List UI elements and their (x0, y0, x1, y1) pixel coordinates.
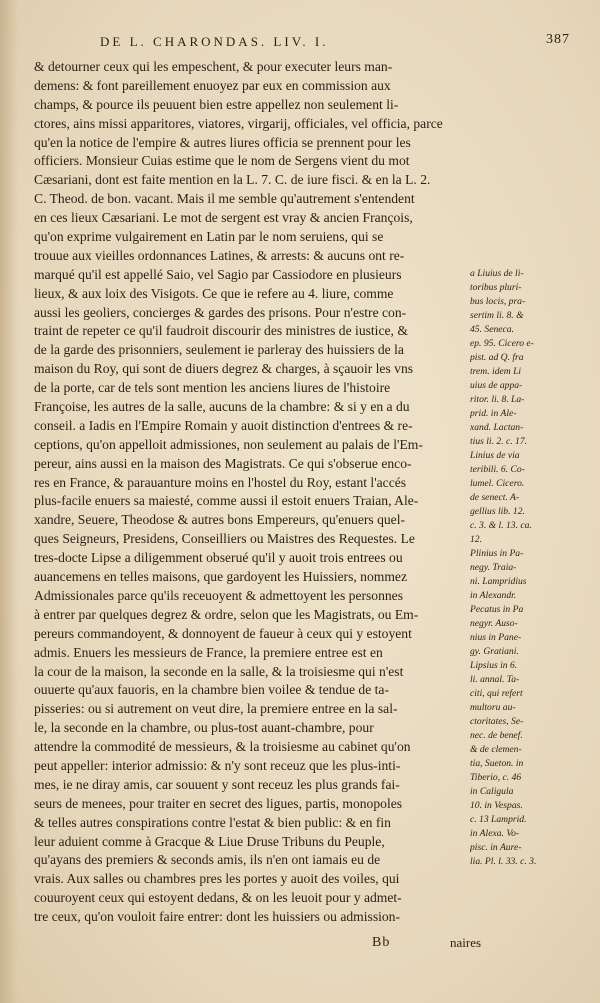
text-line: à entrer par quelques degrez & ordre, selon que les Magistrats, ou Em- (34, 606, 419, 622)
text-line: ctores, ains missi apparitores, viatores, virgarij, officiales, vel officia, parce (34, 115, 443, 131)
margin-note-line: in Caligula (470, 786, 514, 797)
text-line: xandre, Seuere, Theodose & autres bons Empereurs, qu'enuers quel- (34, 512, 406, 528)
text-line: leur aduient comme à Gracque & Liue Druse Tribuns du Peuple, (34, 833, 385, 849)
margin-note-line: negyr. Auso- (470, 618, 518, 629)
text-line: traint de repeter ce qu'il faudroit discourir des ministres de iustice, & (34, 323, 408, 339)
text-line: Admissionales parce qu'ils receuoyent & admettoyent les personnes (34, 587, 404, 603)
text-line: admis. Enuers les messieurs de France, la premiere entree est en (34, 644, 383, 660)
margin-note-line: lumel. Cicero. (470, 478, 525, 489)
margin-note-line: Tiberio, c. 46 (470, 772, 522, 783)
margin-note-line: teribili. 6. Co- (470, 464, 525, 475)
text-line: tre ceux, qu'on vouloit faire entrer: dont les huissiers ou admission- (34, 909, 401, 925)
margin-note-line: nec. de benef. (470, 730, 523, 741)
text-line: marqué qu'il est appellé Saio, vel Sagio par Cassiodore en plusieurs (34, 266, 402, 282)
page-number: 387 (546, 32, 570, 47)
text-line: qu'on exprime vulgairement en Latin par le nom seruiens, qui se (34, 229, 384, 245)
margin-note-line: 10. in Vespas. (470, 800, 523, 811)
margin-note-line: trem. idem Li (470, 366, 522, 377)
text-line: auancemens en telles maisons, que gardoyent les Huissiers, nommez (34, 569, 407, 585)
text-line: res en France, & parauanture moins en l'hostel du Roy, estant l'accés (34, 474, 407, 490)
text-line: champs, & pource ils peuuent bien estre appellez non seulement li- (34, 96, 399, 112)
text-line: mes, ie ne diray amis, car souuent y sont receuz les plus grands fai- (34, 776, 400, 792)
text-line: en ces lieux Cæsariani. Le mot de sergent est vray & ancien François, (34, 210, 413, 226)
page-header (60, 34, 570, 54)
catchword: naires (450, 935, 482, 950)
margin-note-line: bus locis, pra- (470, 296, 526, 307)
text-line: pisseries: ou si autrement on veut dire, la premiere entree en la sal- (34, 701, 398, 717)
margin-note-line: sertim li. 8. & (470, 310, 524, 321)
margin-note-line: lia. Pl. l. 33. c. 3. (470, 856, 537, 867)
margin-note-line: de senect. A- (470, 492, 520, 503)
margin-note-line: ritor. li. 8. La- (470, 394, 525, 405)
text-line: ceptions, qu'on appelloit admissiones, non seulement au palais de l'Em- (34, 436, 423, 452)
signature-mark: Bb (372, 935, 391, 950)
text-line: seurs de menees, pour traiter en secret des ligues, partis, monopoles (34, 795, 403, 811)
margin-note-line: uius de appa- (470, 380, 523, 391)
margin-note-line: a Liuius de li- (470, 268, 524, 279)
text-line: qu'en la notice de l'empire & autres liures officia se prennent pour les (34, 134, 411, 150)
text-line: Françoise, les autres de la salle, aucuns de la chambre: & si y en a du (34, 399, 410, 415)
text-line: attendre la commodité de messieurs, & la troisiesme au cabinet qu'on (34, 739, 411, 755)
margin-note-line: c. 13 Lamprid. (470, 814, 527, 825)
margin-note-line: gellius lib. 12. (470, 506, 525, 517)
text-line: pereurs commandoyent, & donnoyent de faueur à ceux qui y estoyent (34, 625, 412, 641)
text-line: & detourner ceux qui les empeschent, & pour executer leurs man- (34, 59, 393, 74)
margin-note-line: xand. Lactan- (470, 422, 524, 433)
gutter-shadow (0, 0, 18, 1003)
text-line: conseil. a Iadis en l'Empire Romain y auoit distinction d'entrees & re- (34, 417, 413, 433)
margin-note-line: in Alexandr. (470, 590, 517, 601)
text-line: aussi les geoliers, concierges & gardes des prisons. Pour n'estre con- (34, 304, 407, 320)
main-text-column (34, 58, 464, 927)
text-line: pereur, ains aussi en la maison des Magistrats. Ce qui s'obserue enco- (34, 455, 412, 471)
margin-note-line: multoru au- (470, 702, 516, 713)
margin-note-line: & de clemen- (470, 744, 522, 755)
margin-note-line: ep. 95. Cicero e- (470, 338, 534, 349)
margin-note-line: Plinius in Pa- (470, 548, 524, 559)
margin-note-line: in Alexa. Vo- (470, 828, 520, 839)
margin-note-line: 45. Seneca. (470, 324, 514, 335)
margin-note-line: gy. Gratiani. (470, 646, 519, 657)
margin-note-line: prid. in Ale- (470, 408, 517, 419)
text-line: de la porte, car de tels sont mention les anciens liures de l'histoire (34, 380, 391, 396)
text-line: C. Theod. de bon. vacant. Mais il me semble qu'autrement s'entendent (34, 191, 415, 207)
margin-note-line: pisc. in Aure- (470, 842, 522, 853)
text-line: officiers. Monsieur Cuias estime que le nom de Sergens vient du mot (34, 153, 410, 169)
margin-note-line: negy. Traia- (470, 562, 517, 573)
text-line: maison du Roy, qui sont de diuers degrez & charges, à sçauoir les vns (34, 361, 414, 377)
text-line: demens: & font pareillement enuoyez par eux en commission aux (34, 77, 391, 93)
margin-note-line: nius in Pane- (470, 632, 522, 643)
text-line: peut appeller: interior admissio: & n'y sont receuz que les plus-inti- (34, 757, 401, 773)
text-line: trouue aux vieilles ordonnances Latines, & arrests: & aucuns ont re- (34, 247, 405, 263)
text-line: plus-facile enuers sa maiesté, comme aussi il estoit enuers Traian, Ale- (34, 493, 419, 509)
margin-note-line: Linius de via (470, 450, 520, 461)
margin-note-line: citi, qui refert (470, 688, 523, 699)
text-line: de la garde des prisonniers, seulement ie parleray des huissiers de la (34, 342, 404, 358)
margin-note-line: 12. (470, 534, 482, 545)
running-head: DE L. CHARONDAS. LIV. I. (100, 34, 329, 49)
margin-note-line: pist. ad Q. fra (470, 352, 524, 363)
text-line: Cæsariani, dont est faite mention en la L. 7. C. de iure fisci. & en la L. 2. (34, 172, 431, 188)
text-line: lieux, & aux loix des Visigots. Ce que ie refere au 4. liure, comme (34, 285, 394, 301)
text-line: vrais. Aux salles ou chambres pres les portes y auoit des voiles, qui (34, 871, 400, 887)
text-line: ouuerte qu'aux fauoris, en la chambre bien voilee & tendue de ta- (34, 682, 389, 698)
text-line: le, la seconde en la chambre, ou plus-tost auant-chambre, pour (34, 720, 374, 736)
margin-note-line: Lipsius in 6. (470, 660, 518, 671)
text-line: couuroyent ceux qui estoyent dedans, & on les leuoit pour y admet- (34, 890, 402, 906)
margin-note-line: tius li. 2. c. 17. (470, 436, 528, 447)
text-line: la cour de la maison, la seconde en la salle, & la troisiesme qui n'est (34, 663, 404, 679)
margin-note-line: c. 3. & l. 13. ca. (470, 520, 532, 531)
margin-note-line: toribus pluri- (470, 282, 522, 293)
margin-note-line: li. annal. Ta- (470, 674, 520, 685)
text-line: & telles autres conspirations contre l'estat & bien public: & en fin (34, 814, 391, 830)
margin-note-line: ni. Lampridius (470, 576, 527, 587)
text-line: tres-docte Lipse a diligemment obserué qu'il y auoit trois entrees ou (34, 550, 403, 566)
text-line: qu'ayans des premiers & seconds amis, ils n'en ont iamais eu de (34, 852, 381, 868)
marginal-notes (470, 267, 592, 869)
margin-note-line: tia, Sueton. in (470, 758, 524, 769)
margin-note-line: ctoritates, Se- (470, 716, 524, 727)
text-line: ques Seigneurs, Presidens, Conseilliers ou Maistres des Requestes. Le (34, 531, 415, 547)
margin-note-line: Pecatus in Pa (470, 604, 524, 615)
